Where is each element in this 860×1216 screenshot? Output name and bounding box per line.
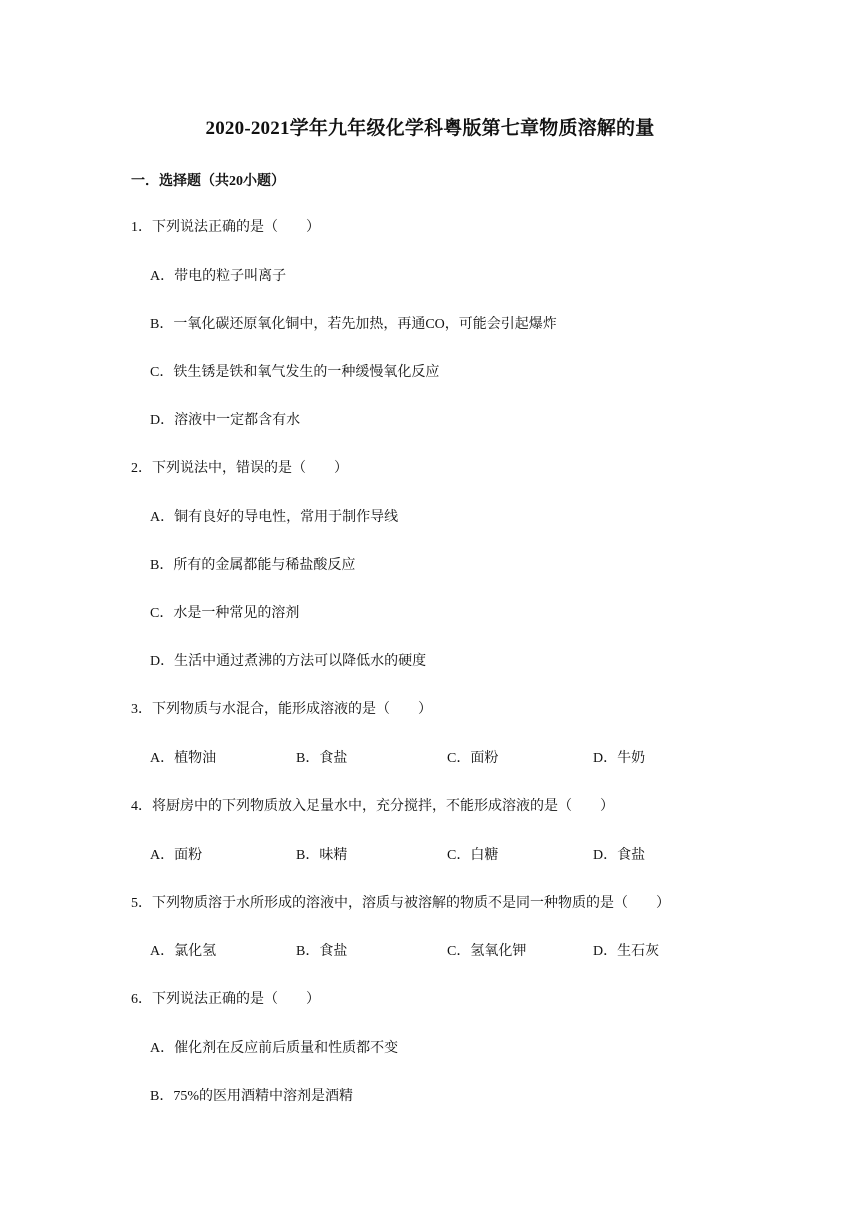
question-4-option-d: D．食盐 (593, 848, 646, 863)
question-2-option-b: B．所有的金属都能与稀盐酸反应 (150, 558, 356, 573)
question-2-option-c: C．水是一种常见的溶剂 (150, 606, 300, 621)
question-3-option-c: C．面粉 (447, 751, 499, 766)
question-2-option-d: D．生活中通过煮沸的方法可以降低水的硬度 (150, 654, 427, 669)
question-2-stem: 2．下列说法中，错误的是（ ） (131, 461, 348, 476)
question-4-option-b: B．味精 (296, 848, 348, 863)
section-heading: 一．选择题（共20小题） (131, 174, 285, 189)
question-1-stem: 1．下列说法正确的是（ ） (131, 220, 320, 235)
page-title: 2020-2021学年九年级化学科粤版第七章物质溶解的量 (205, 118, 655, 139)
question-5-option-d: D．生石灰 (593, 944, 660, 959)
question-6-stem: 6．下列说法正确的是（ ） (131, 992, 320, 1007)
question-1-option-b: B．一氧化碳还原氧化铜中，若先加热，再通CO，可能会引起爆炸 (150, 317, 557, 332)
question-3-option-d: D．牛奶 (593, 751, 646, 766)
question-5-option-c: C．氢氧化钾 (447, 944, 527, 959)
question-2-option-a: A．铜有良好的导电性，常用于制作导线 (150, 510, 399, 525)
question-5-stem: 5．下列物质溶于水所形成的溶液中，溶质与被溶解的物质不是同一种物质的是（ ） (131, 896, 670, 911)
question-3-option-b: B．食盐 (296, 751, 348, 766)
question-4-stem: 4．将厨房中的下列物质放入足量水中，充分搅拌，不能形成溶液的是（ ） (131, 799, 614, 814)
question-4-option-a: A．面粉 (150, 848, 203, 863)
question-1-option-a: A．带电的粒子叫离子 (150, 269, 287, 284)
question-3-option-a: A．植物油 (150, 751, 217, 766)
question-5-option-a: A．氯化氢 (150, 944, 217, 959)
question-6-option-a: A．催化剂在反应前后质量和性质都不变 (150, 1041, 399, 1056)
question-6-option-b: B．75%的医用酒精中溶剂是酒精 (150, 1089, 353, 1104)
question-1-option-c: C．铁生锈是铁和氧气发生的一种缓慢氧化反应 (150, 365, 440, 380)
question-5-option-b: B．食盐 (296, 944, 348, 959)
question-1-option-d: D．溶液中一定都含有水 (150, 413, 301, 428)
question-4-option-c: C．白糖 (447, 848, 499, 863)
question-3-stem: 3．下列物质与水混合，能形成溶液的是（ ） (131, 702, 432, 717)
